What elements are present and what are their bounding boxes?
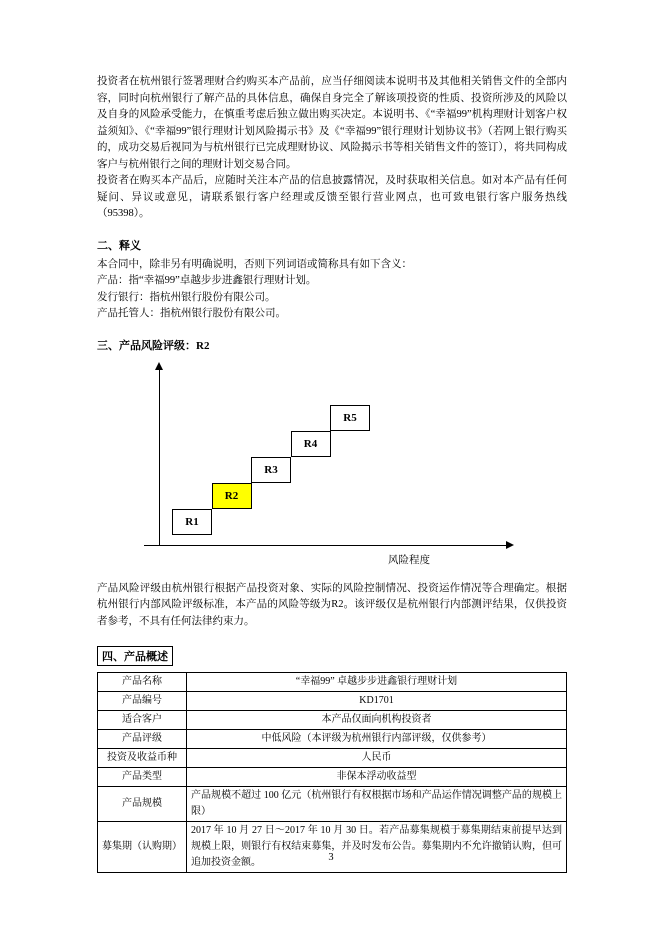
row-label: 产品编号 [98,692,187,711]
definition-item: 产品托管人：指杭州银行股份有限公司。 [97,308,286,319]
table-row [98,822,567,873]
table-row [98,673,567,692]
risk-level-box-r2: R2 [212,483,252,509]
risk-chart [97,359,567,571]
definition-item: 发行银行：指杭州银行股份有限公司。 [97,291,276,303]
risk-level-box-r4: R4 [291,431,331,457]
row-label: 产品规模 [98,787,187,822]
row-value: 中低风险（本评级为杭州银行内部评级，仅供参考） [187,730,567,749]
row-label: 投资及收益币种 [98,749,187,768]
risk-level-box-r3: R3 [251,457,291,483]
row-label: 募集期（认购期） [98,822,187,873]
row-value: KD1701 [187,692,567,711]
section-heading-product-overview: 四、产品概述 [97,646,173,666]
definition-item: 产品：指“幸福99”卓越步步进鑫银行理财计划。 [97,275,317,286]
row-value: 本产品仅面向机构投资者 [187,711,567,730]
page-content [97,74,567,873]
row-value: 2017 年 10 月 27 日～2017 年 10 月 30 日。若产品募集规模于募集期结束前提早达到规模上限，则银行有权结束募集，并及时发布公告。募集期内不允许撤销认购，但可追加投资金额。 [187,822,567,873]
table-row [98,730,567,749]
product-overview-table [97,672,567,873]
table-row [98,692,567,711]
intro-paragraph-2: 投资者在购买本产品后，应随时关注本产品的信息披露情况，及时获取相关信息。如对本产品有任何疑问、异议或意见，请联系银行客户经理或反馈至银行营业网点，也可致电银行客户服务热线（95398）。 [97,175,567,219]
risk-level-box-r1: R1 [172,509,212,535]
row-value: “幸福99” 卓越步步进鑫银行理财计划 [187,673,567,692]
table-row [98,768,567,787]
risk-rating-note: 产品风险评级由杭州银行根据产品投资对象、实际的风险控制情况、投资运作情况等合理确定。根据杭州银行内部风险评级标准，本产品的风险等级为R2。该评级仅是杭州银行内部测评结果，仅供投资者参考，不具有任何法律约束力。 [97,582,567,627]
risk-level-box-r5: R5 [330,405,370,431]
row-value: 产品规模不超过 100 亿元（杭州银行有权根据市场和产品运作情况调整产品的规模上限） [187,787,567,822]
intro-paragraph-1: 投资者在杭州银行签署理财合约购买本产品前，应当仔细阅读本说明书及其他相关销售文件的全部内容，同时向杭州银行了解产品的具体信息，确保自身完全了解该项投资的性质、投资所涉及的风险以及自身的风险承受能力，在慎重考虑后独立做出购买决定。本说明书、《“幸福99”机构理财计划客户权益须知》、《“幸福99”银行理财计划风险揭示书》及《“幸福99”银行理财计划协议书》（若网上银行购买的，成功交易后视同为与杭州银行已完成理财协议、风险揭示书等相关销售文件的签订），将共同构成客户与杭州银行之间的理财计划交易合同。 [97,76,567,170]
row-value: 人民币 [187,749,567,768]
row-label: 产品名称 [98,673,187,692]
overview-table-body [98,673,567,873]
x-axis-line [144,545,507,546]
row-label: 适合客户 [98,711,187,730]
table-row [98,749,567,768]
section-heading-definitions: 二、释义 [97,239,141,252]
row-label: 产品评级 [98,730,187,749]
row-label: 产品类型 [98,768,187,787]
y-axis-line [159,369,160,546]
definitions-lead: 本合同中，除非另有明确说明，否则下列词语或简称具有如下含义： [97,258,412,270]
page-number: 3 [328,852,334,863]
table-row [98,711,567,730]
section-heading-risk-rating: 三、产品风险评级：R2 [97,339,210,352]
table-row [98,787,567,822]
row-value: 非保本浮动收益型 [187,768,567,787]
x-axis-arrow-icon [506,541,514,549]
x-axis-label: 风险程度 [388,554,430,566]
